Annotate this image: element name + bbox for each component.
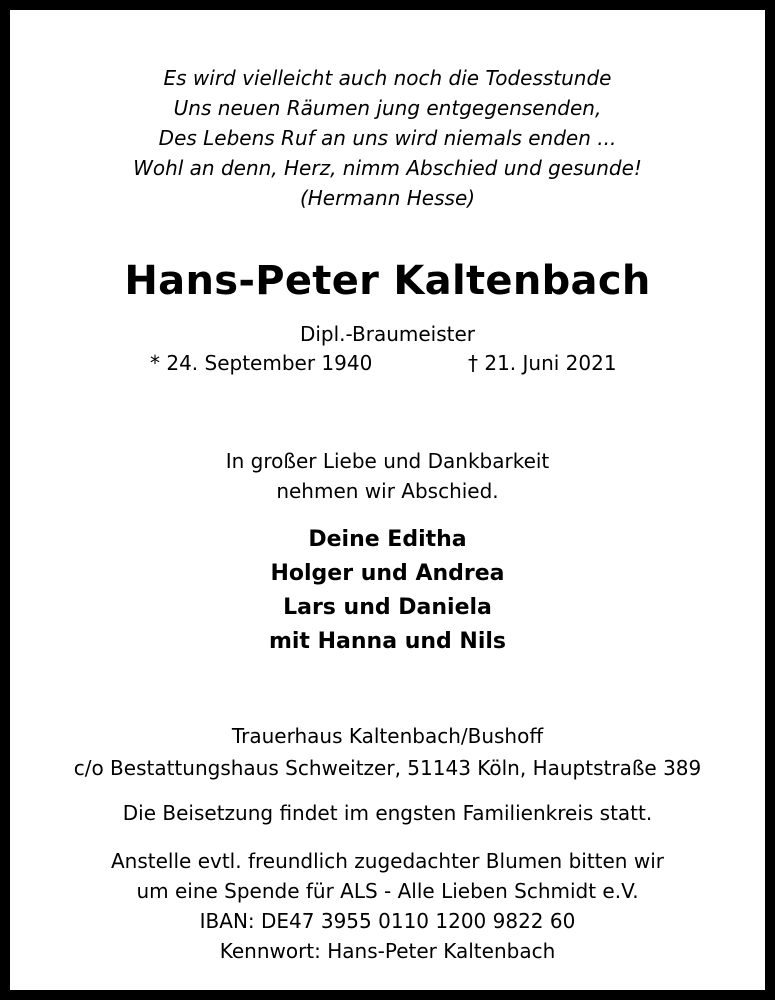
poem-line: Es wird vielleicht auch noch die Todesstunde — [163, 66, 612, 90]
funeral-address: c/o Bestattungshaus Schweitzer, 51143 Köln, Hauptstraße 389 — [73, 756, 702, 780]
farewell-line: nehmen wir Abschied. — [276, 479, 499, 503]
poem-line: Des Lebens Ruf an uns wird niemals enden ... — [158, 126, 617, 150]
family-member: Lars und Daniela — [283, 595, 492, 620]
farewell-line: In großer Liebe und Dankbarkeit — [225, 449, 550, 473]
funeral-house: Trauerhaus Kaltenbach/Bushoff — [231, 724, 544, 748]
poem-line: Uns neuen Räumen jung entgegensenden, — [173, 96, 602, 120]
deceased-name: Hans-Peter Kaltenbach — [124, 258, 651, 304]
deceased-title: Dipl.-Braumeister — [299, 322, 476, 346]
donation-keyword: Kennwort: Hans-Peter Kaltenbach — [219, 939, 556, 963]
burial-notice: Die Beisetzung findet im engsten Familienkreis statt. — [122, 801, 653, 825]
donation-iban: IBAN: DE47 3955 0110 1200 9822 60 — [199, 909, 576, 933]
family-member: Deine Editha — [308, 527, 467, 552]
birth-date: * 24. September 1940 — [150, 351, 373, 375]
family-member: Holger und Andrea — [270, 561, 505, 586]
donation-line: Anstelle evtl. freundlich zugedachter Blumen bitten wir — [111, 849, 664, 873]
life-dates — [10, 348, 765, 378]
donation-line: um eine Spende für ALS - Alle Lieben Schmidt e.V. — [136, 879, 639, 903]
family-member: mit Hanna und Nils — [268, 629, 507, 654]
poem-author: (Hermann Hesse) — [299, 186, 476, 210]
poem-line: Wohl an denn, Herz, nimm Abschied und gesunde! — [133, 156, 642, 180]
death-date: † 21. Juni 2021 — [468, 351, 617, 375]
